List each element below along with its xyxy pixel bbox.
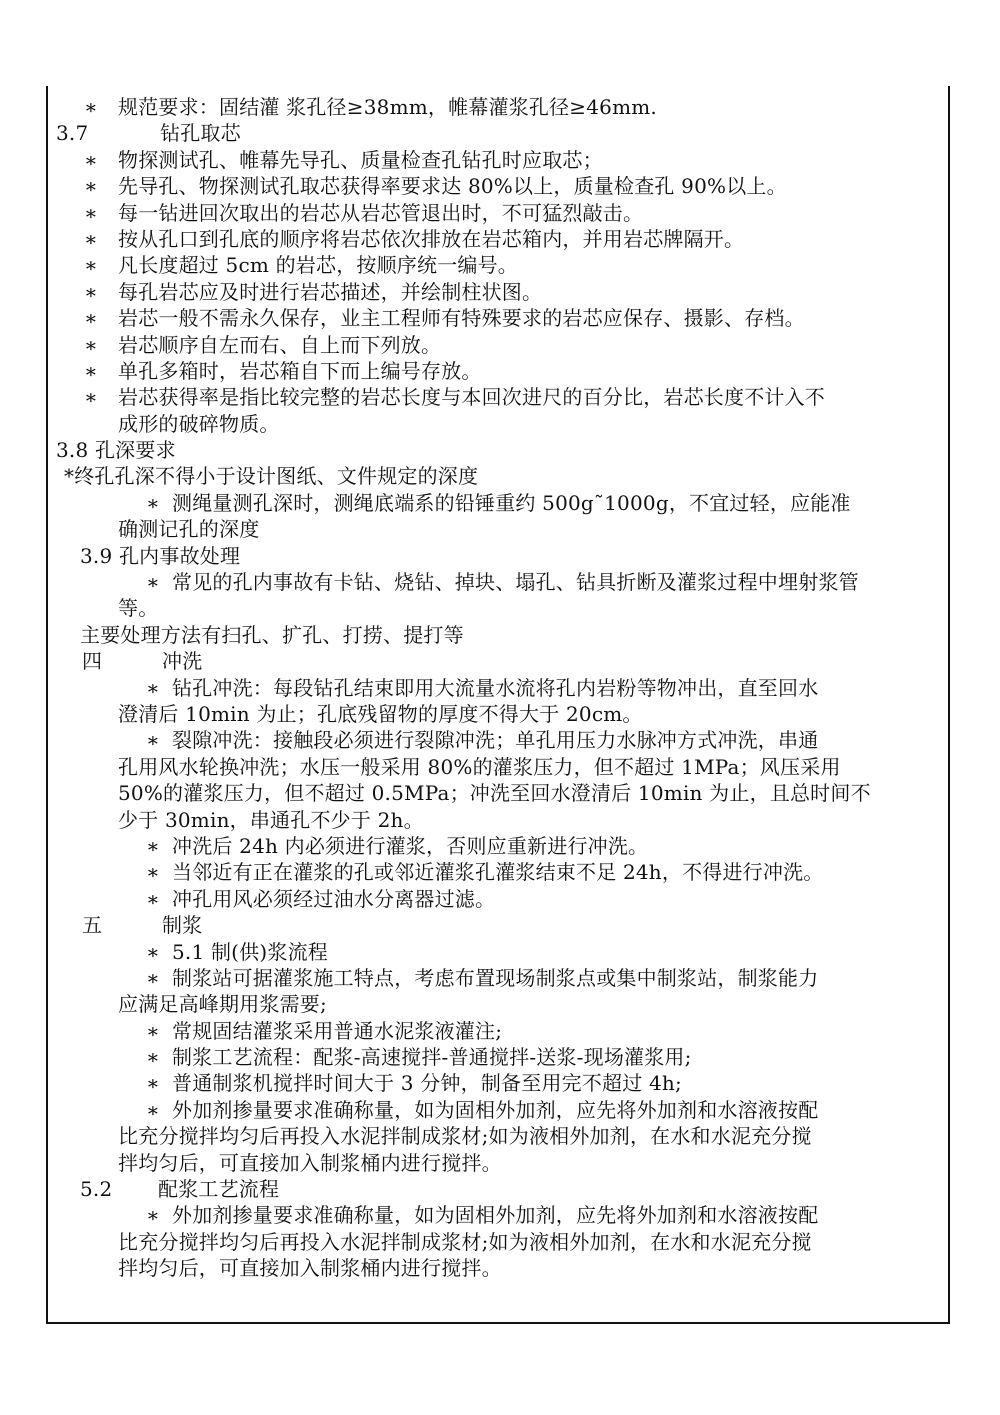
heading-line bbox=[0, 463, 1000, 489]
bullet-star-icon: ∗ bbox=[84, 279, 98, 304]
bullet-line bbox=[0, 200, 1000, 226]
bullet-star-icon: ∗ bbox=[146, 490, 160, 515]
line-text: 外加剂掺量要求准确称量，如为固相外加剂，应先将外加剂和水溶液按配 bbox=[172, 1097, 819, 1122]
bullet-star-icon: ∗ bbox=[146, 860, 160, 885]
line-text: 每孔岩芯应及时进行岩芯描述，并绘制柱状图。 bbox=[118, 279, 543, 304]
line-text: 拌均匀后，可直接加入制浆桶内进行搅拌。 bbox=[118, 1256, 502, 1281]
line-text: 岩芯一般不需永久保存，业主工程师有特殊要求的岩芯应保存、摄影、存档。 bbox=[118, 306, 805, 331]
bullet-star-icon: ∗ bbox=[84, 332, 98, 357]
heading-line bbox=[0, 437, 1000, 463]
continuation-line bbox=[0, 1229, 1000, 1255]
document-body bbox=[0, 94, 1000, 1282]
line-text: 钻孔冲洗：每段钻孔结束即用大流量水流将孔内岩粉等物冲出，直至回水 bbox=[172, 675, 819, 700]
line-text: 孔用风水轮换冲洗；水压一般采用 80%的灌浆压力，但不超过 1MPa；风压采用 bbox=[118, 754, 841, 779]
continuation-line bbox=[0, 991, 1000, 1017]
line-text: 岩芯顺序自左而右、自上而下列放。 bbox=[118, 332, 442, 357]
line-text: 澄清后 10min 为止；孔底残留物的厚度不得大于 20cm。 bbox=[118, 701, 643, 726]
bullet-line bbox=[0, 727, 1000, 753]
line-text: 主要处理方法有扫孔、扩孔、打捞、提打等 bbox=[80, 622, 464, 647]
continuation-line bbox=[0, 701, 1000, 727]
line-text: 3.8 孔深要求 bbox=[56, 438, 176, 463]
bullet-star-icon: ∗ bbox=[146, 1071, 160, 1096]
bullet-line bbox=[0, 279, 1000, 305]
heading-line bbox=[0, 543, 1000, 569]
bullet-line bbox=[0, 965, 1000, 991]
line-text: 常见的孔内事故有卡钻、烧钻、掉块、塌孔、钻具折断及灌浆过程中埋射浆管 bbox=[172, 570, 859, 595]
bullet-line bbox=[0, 490, 1000, 516]
bullet-star-icon: ∗ bbox=[146, 570, 160, 595]
bullet-star-icon: ∗ bbox=[84, 200, 98, 225]
continuation-line bbox=[0, 411, 1000, 437]
line-text: *终孔孔深不得小于设计图纸、文件规定的深度 bbox=[64, 464, 479, 489]
line-text: 先导孔、物探测试孔取芯获得率要求达 80%以上，质量检查孔 90%以上。 bbox=[118, 174, 787, 199]
section-number: 5.2 bbox=[80, 1177, 113, 1202]
bullet-line bbox=[0, 1070, 1000, 1096]
continuation-line bbox=[0, 1255, 1000, 1281]
bullet-line bbox=[0, 147, 1000, 173]
bullet-line bbox=[0, 358, 1000, 384]
bullet-line bbox=[0, 332, 1000, 358]
section-title: 冲洗 bbox=[162, 649, 203, 674]
section-number: 3.7 bbox=[56, 121, 89, 146]
bullet-star-icon: ∗ bbox=[146, 675, 160, 700]
bullet-line bbox=[0, 1202, 1000, 1228]
line-text: 成形的破碎物质。 bbox=[118, 411, 280, 436]
line-text: 物探测试孔、帷幕先导孔、质量检查孔钻孔时应取芯； bbox=[118, 147, 603, 172]
line-text: 每一钻进回次取出的岩芯从岩芯管退出时，不可猛烈敲击。 bbox=[118, 200, 644, 225]
bullet-star-icon: ∗ bbox=[146, 965, 160, 990]
bullet-star-icon: ∗ bbox=[84, 306, 98, 331]
line-text: 50%的灌浆压力，但不超过 0.5MPa；冲洗至回水澄清后 10min 为止，且总时间不 bbox=[118, 781, 871, 806]
continuation-line bbox=[0, 516, 1000, 542]
line-text: 规范要求：固结灌 浆孔径≥38mm，帷幕灌浆孔径≥46mm. bbox=[118, 95, 657, 119]
bullet-line bbox=[0, 384, 1000, 410]
bullet-line bbox=[0, 173, 1000, 199]
bullet-line bbox=[0, 252, 1000, 278]
bullet-line bbox=[0, 886, 1000, 912]
section-title: 配浆工艺流程 bbox=[158, 1177, 280, 1202]
bullet-line bbox=[0, 305, 1000, 331]
continuation-line bbox=[0, 595, 1000, 621]
bullet-line bbox=[0, 939, 1000, 965]
bullet-star-icon: ∗ bbox=[84, 226, 98, 251]
bullet-line bbox=[0, 859, 1000, 885]
bullet-star-icon: ∗ bbox=[146, 1045, 160, 1070]
line-text: 当邻近有正在灌浆的孔或邻近灌浆孔灌浆结束不足 24h，不得进行冲洗。 bbox=[172, 860, 824, 885]
heading-line bbox=[0, 120, 1000, 146]
bullet-star-icon: ∗ bbox=[84, 95, 98, 119]
line-text: 凡长度超过 5cm 的岩芯，按顺序统一编号。 bbox=[118, 253, 519, 278]
section-title: 制浆 bbox=[162, 913, 203, 938]
continuation-line bbox=[0, 1150, 1000, 1176]
bullet-star-icon: ∗ bbox=[84, 358, 98, 383]
bullet-line bbox=[0, 226, 1000, 252]
bullet-line bbox=[0, 569, 1000, 595]
line-text: 制浆站可据灌浆施工特点，考虑布置现场制浆点或集中制浆站，制浆能力 bbox=[172, 965, 819, 990]
bullet-star-icon: ∗ bbox=[146, 1018, 160, 1043]
line-text: 确测记孔的深度 bbox=[118, 517, 260, 542]
line-text: 普通制浆机搅拌时间大于 3 分钟，制备至用完不超过 4h; bbox=[172, 1071, 682, 1096]
line-text: 比充分搅拌均匀后再投入水泥拌制成浆材;如为液相外加剂，在水和水泥充分搅 bbox=[118, 1124, 812, 1149]
line-text: 外加剂掺量要求准确称量，如为固相外加剂，应先将外加剂和水溶液按配 bbox=[172, 1203, 819, 1228]
heading-line bbox=[0, 912, 1000, 938]
continuation-line bbox=[0, 780, 1000, 806]
line-text: 5.1 制(供)浆流程 bbox=[172, 939, 328, 964]
bullet-star-icon: ∗ bbox=[146, 833, 160, 858]
bullet-star-icon: ∗ bbox=[84, 385, 98, 410]
line-text: 比充分搅拌均匀后再投入水泥拌制成浆材;如为液相外加剂，在水和水泥充分搅 bbox=[118, 1229, 812, 1254]
line-text: 岩芯获得率是指比较完整的岩芯长度与本回次进尺的百分比，岩芯长度不计入不 bbox=[118, 385, 825, 410]
bullet-star-icon: ∗ bbox=[84, 174, 98, 199]
bullet-line bbox=[0, 675, 1000, 701]
line-text: 冲洗后 24h 内必须进行灌浆，否则应重新进行冲洗。 bbox=[172, 833, 649, 858]
section-number: 五 bbox=[82, 913, 103, 938]
line-text: 常规固结灌浆采用普通水泥浆液灌注; bbox=[172, 1018, 503, 1043]
continuation-line bbox=[0, 754, 1000, 780]
bullet-star-icon: ∗ bbox=[146, 886, 160, 911]
bullet-star-icon: ∗ bbox=[84, 147, 98, 172]
bullet-star-icon: ∗ bbox=[146, 1097, 160, 1122]
line-text: 应满足高峰期用浆需要; bbox=[118, 992, 327, 1017]
heading-line bbox=[0, 648, 1000, 674]
heading-line bbox=[0, 622, 1000, 648]
section-title: 钻孔取芯 bbox=[160, 121, 241, 146]
bullet-line bbox=[0, 1097, 1000, 1123]
continuation-line bbox=[0, 807, 1000, 833]
bullet-star-icon: ∗ bbox=[146, 939, 160, 964]
line-text: 测绳量测孔深时，测绳底端系的铅锤重约 500g˜1000g，不宜过轻，应能准 bbox=[172, 490, 851, 515]
bullet-star-icon: ∗ bbox=[146, 1203, 160, 1228]
line-text: 冲孔用风必须经过油水分离器过滤。 bbox=[172, 886, 496, 911]
bullet-line bbox=[0, 1018, 1000, 1044]
line-text: 等。 bbox=[118, 596, 159, 621]
line-text: 裂隙冲洗：接触段必须进行裂隙冲洗；单孔用压力水脉冲方式冲洗，串通 bbox=[172, 728, 819, 753]
line-text: 拌均匀后，可直接加入制浆桶内进行搅拌。 bbox=[118, 1150, 502, 1175]
line-text: 制浆工艺流程：配浆-高速搅拌-普通搅拌-送浆-现场灌浆用; bbox=[172, 1045, 692, 1070]
line-text: 少于 30min，串通孔不少于 2h。 bbox=[118, 807, 424, 832]
line-text: 单孔多箱时，岩芯箱自下而上编号存放。 bbox=[118, 358, 482, 383]
heading-line bbox=[0, 1176, 1000, 1202]
bullet-line bbox=[0, 94, 1000, 120]
line-text: 3.9 孔内事故处理 bbox=[80, 543, 241, 568]
bullet-star-icon: ∗ bbox=[146, 728, 160, 753]
line-text: 按从孔口到孔底的顺序将岩芯依次排放在岩芯箱内，并用岩芯牌隔开。 bbox=[118, 226, 745, 251]
continuation-line bbox=[0, 1123, 1000, 1149]
section-number: 四 bbox=[82, 649, 103, 674]
bullet-line bbox=[0, 833, 1000, 859]
bullet-line bbox=[0, 1044, 1000, 1070]
bullet-star-icon: ∗ bbox=[84, 253, 98, 278]
